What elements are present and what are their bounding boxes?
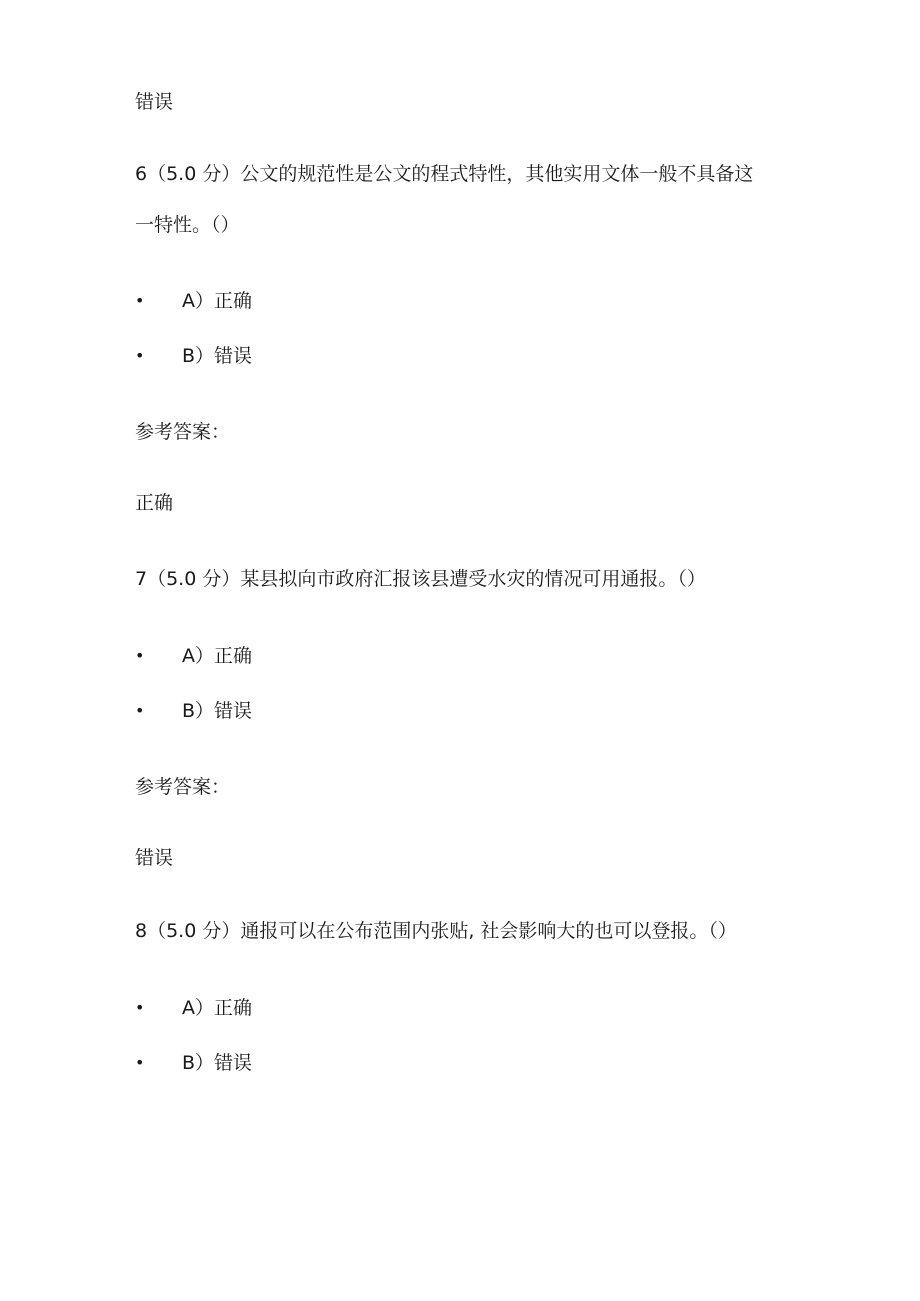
- bullet-icon: •: [135, 998, 145, 1017]
- option-label: A）正确: [182, 645, 252, 667]
- option-label: A）正确: [182, 997, 252, 1019]
- answer-heading: 参考答案：: [135, 776, 231, 798]
- option-label: B）错误: [182, 1052, 253, 1074]
- bullet-icon: •: [135, 346, 145, 365]
- answer-text: 错误: [135, 847, 174, 869]
- bullet-icon: •: [135, 1053, 145, 1072]
- option-label: B）错误: [182, 345, 253, 367]
- bullet-icon: •: [135, 701, 145, 720]
- answer-text: 正确: [135, 492, 174, 514]
- option-label: A）正确: [182, 290, 252, 312]
- question-6-text-continued: 一特性。（）: [135, 214, 240, 236]
- answer-heading: 参考答案：: [135, 421, 231, 443]
- question-7-text: 7（5.0 分）某县拟向市政府汇报该县遭受水灾的情况可用通报。（）: [135, 568, 706, 590]
- question-8-text: 8（5.0 分）通报可以在公布范围内张贴, 社会影响大的也可以登报。（）: [135, 920, 737, 942]
- answer-text: 错误: [135, 91, 174, 113]
- question-6-text: 6（5.0 分）公文的规范性是公文的程式特性，其他实用文体一般不具备这: [135, 163, 754, 185]
- bullet-icon: •: [135, 646, 145, 665]
- bullet-icon: •: [135, 291, 145, 310]
- option-label: B）错误: [182, 700, 253, 722]
